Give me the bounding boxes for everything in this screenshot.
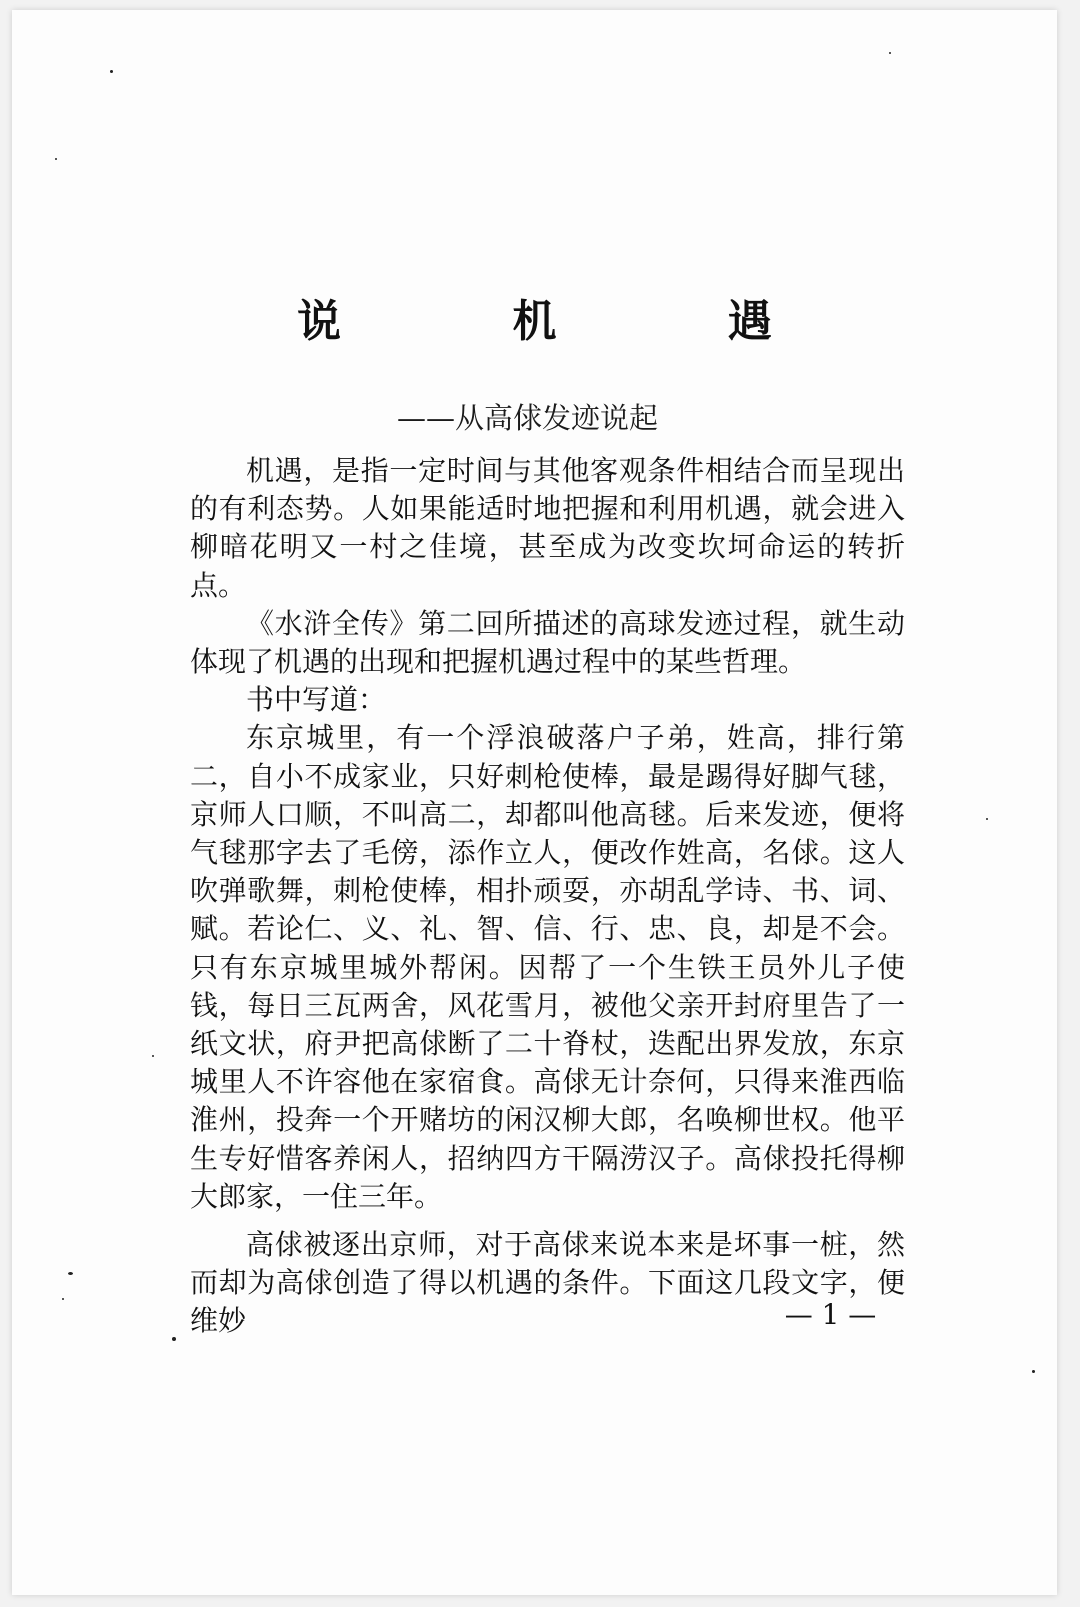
print-speck <box>110 70 113 73</box>
print-speck <box>152 1055 154 1057</box>
print-speck <box>1032 1370 1035 1373</box>
print-speck <box>68 1272 73 1275</box>
page-number <box>12 1295 1057 1335</box>
paragraph: 高俅被逐出京师，对于高俅来说本来是坏事一桩，然而却为高俅创造了得以机遇的条件。下面这几段文字，便维妙 <box>190 1228 905 1338</box>
print-speck <box>55 158 57 160</box>
print-speck <box>889 52 891 54</box>
paragraph: 《水浒全传》第二回所描述的高球发迹过程，就生动体现了机遇的出现和把握机遇过程中的某些哲理。 <box>190 606 905 679</box>
print-speck <box>172 1337 176 1341</box>
paragraph: 书中写道： <box>246 683 387 717</box>
page-number-text: — 1 — <box>784 1298 877 1331</box>
chapter-title: 说 机 遇 <box>297 296 850 347</box>
book-page <box>12 10 1057 1595</box>
print-speck <box>986 818 988 820</box>
paragraph: 机遇，是指一定时间与其他客观条件相结合而呈现出的有利态势。人如果能适时地把握和利用机遇，就会进入柳暗花明又一村之佳境，甚至成为改变坎坷命运的转折点。 <box>190 454 905 602</box>
quoted-paragraph: 东京城里，有一个浮浪破落户子弟，姓高，排行第二，自小不成家业，只好刺枪使棒，最是踢得好脚气毬，京师人口顺，不叫高二，却都叫他高毬。后来发迹，便将气毬那字去了毛傍，添作立人，便改作姓高，名俅。这人吹弹歌舞，刺枪使棒，相扑顽耍，亦胡乱学诗、书、词、赋。若论仁、义、礼、智、信、行、忠、良，却是不会。只有东京城里城外帮闲。因帮了一个生铁王员外儿子使钱，每日三瓦两舍，风花雪月，被他父亲开封府里告了一纸文状，府尹把高俅断了二十脊杖，迭配出界发放，东京城里人不许容他在家宿食。高俅无计奈何，只得来淮西临淮州，投奔一个开赌坊的闲汉柳大郎，名唤柳世权。他平生专好惜客养闲人，招纳四方干隔涝汉子。高俅投托得柳大郎家，一住三年。 <box>190 721 905 1213</box>
chapter-subtitle: ——从高俅发迹说起 <box>397 401 659 435</box>
body-text <box>190 452 905 1341</box>
